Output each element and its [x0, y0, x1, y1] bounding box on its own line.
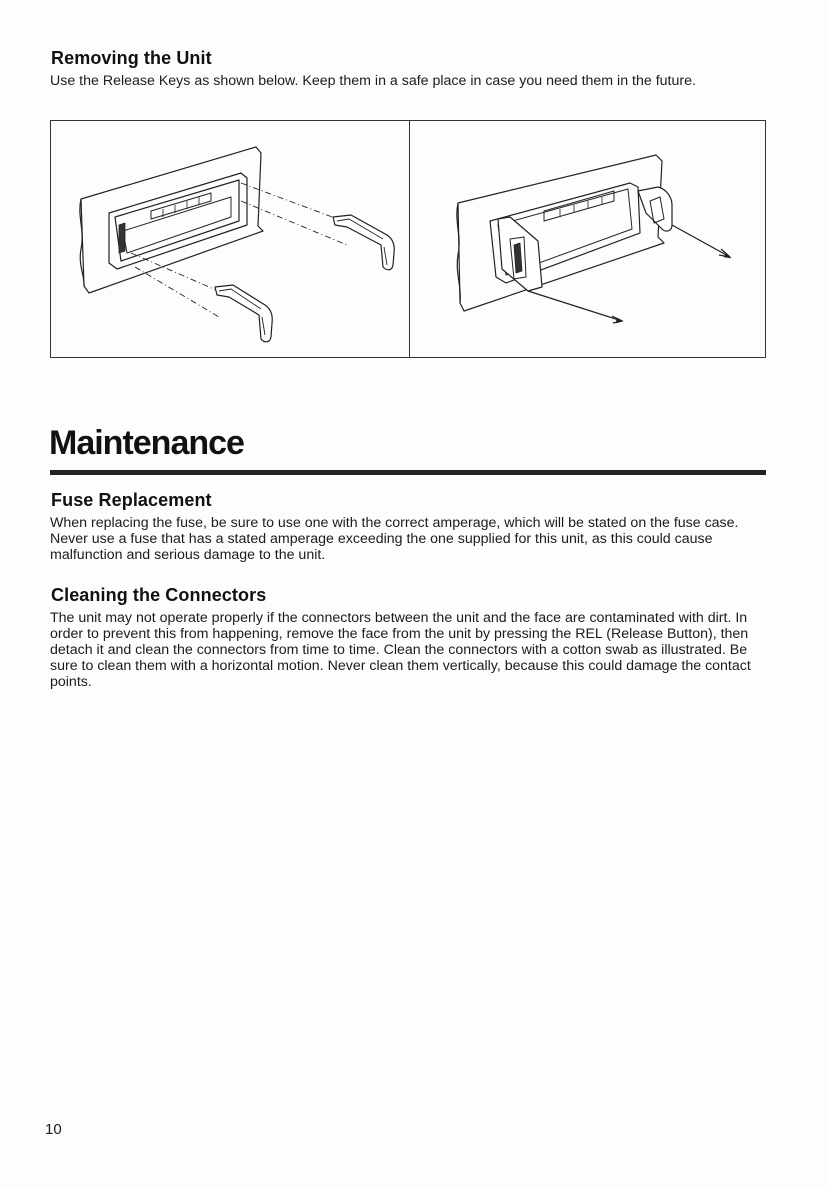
maintenance-rule [50, 470, 766, 475]
release-keys-insert-illustration [51, 121, 408, 357]
removing-unit-text: Use the Release Keys as shown below. Keep them in a safe place in case you need them in the future. [50, 73, 696, 89]
cleaning-connectors-text: The unit may not operate properly if the connectors between the unit and the face are contaminated with dirt. In order to prevent this from happening, remove the face from the unit by pressing the REL (Release Button), then detach it and clean the connectors from time to time. Clean the connectors with a cotton swab as illustrated. Be sure to clean them with a horizontal motion. Never clean them vertically, because this could damage the contact points. [50, 610, 751, 690]
unit-removal-illustration [410, 121, 767, 357]
cleaning-connectors-heading: Cleaning the Connectors [51, 585, 267, 605]
removal-figure [50, 120, 766, 358]
fuse-replacement-heading: Fuse Replacement [51, 490, 212, 510]
removing-unit-heading: Removing the Unit [51, 48, 212, 68]
fuse-replacement-text: When replacing the fuse, be sure to use one with the correct amperage, which will be stated on the fuse case. Never use a fuse that has a stated amperage exceeding the one supplied for this unit, as this could cause malfunction and serious damage to the unit. [50, 515, 739, 563]
maintenance-title: Maintenance [49, 424, 244, 462]
page-number: 10 [45, 1121, 62, 1138]
